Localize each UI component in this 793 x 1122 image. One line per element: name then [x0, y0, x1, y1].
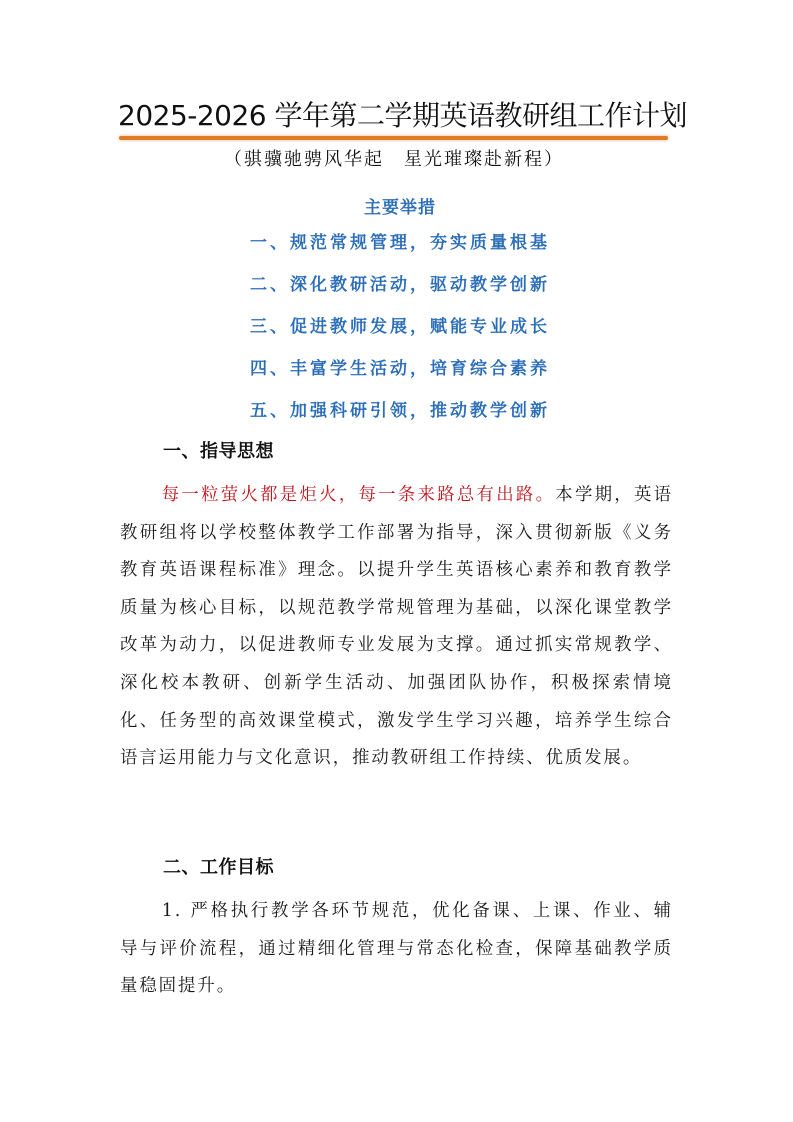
measure-item: 三、促进教师发展，赋能专业成长: [250, 317, 550, 337]
section-body-work-goals: [120, 893, 673, 1006]
title-underline-divider: [119, 136, 668, 140]
paragraph-text: 本学期，英语教研组将以学校整体教学工作部署为指导，深入贯彻新版《义务教育英语课程标准》理念。以提升学生英语核心素养和教育教学质量为核心目标，以规范教学常规管理为基础，以深化课堂教学改革为动力，以促进教师专业发展为支撑。通过抓实常规教学、深化校本教研、创新学生活动、加强团队协作，积极探索情境化、任务型的高效课堂模式，激发学生学习兴趣，培养学生综合语言运用能力与文化意识，推动教研组工作持续、优质发展。: [120, 485, 673, 769]
section-heading-work-goals: 二、工作目标: [163, 857, 274, 878]
paragraph: [120, 477, 673, 778]
document-title: 2025-2026 学年第二学期英语教研组工作计划: [118, 99, 688, 132]
paragraph: [120, 893, 673, 1006]
document-subtitle: （骐骥驰骋风华起 星光璀璨赴新程）: [224, 149, 564, 170]
measure-item: 五、加强科研引领，推动教学创新: [250, 401, 550, 421]
measure-item: 二、深化教研活动，驱动教学创新: [250, 275, 550, 295]
main-measures-list: [200, 194, 600, 432]
section-body-guiding-ideology: [120, 477, 673, 778]
measure-item: 一、规范常规管理，夯实质量根基: [250, 233, 550, 253]
measure-item: 四、丰富学生活动，培育综合素养: [250, 359, 550, 379]
paragraph-text: 1. 严格执行教学各环节规范，优化备课、上课、作业、辅导与评价流程，通过精细化管理与常态化检查，保障基础教学质量稳固提升。: [120, 901, 673, 997]
section-heading-guiding-ideology: 一、指导思想: [163, 441, 274, 462]
highlight-quote: 每一粒萤火都是炬火，每一条来路总有出路。: [161, 485, 556, 505]
measures-title: 主要举措: [364, 198, 436, 218]
